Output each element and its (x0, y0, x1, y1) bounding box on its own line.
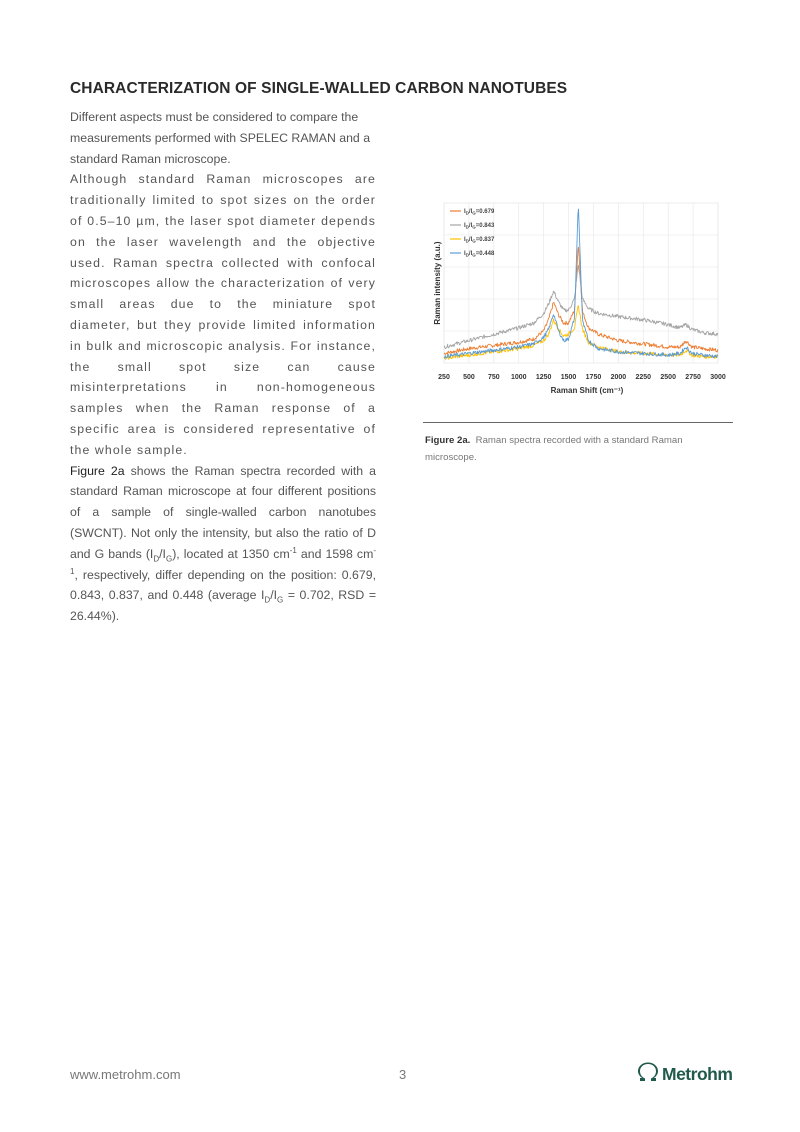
text-run: /I (270, 588, 278, 603)
x-tick-label: 2750 (685, 374, 701, 381)
superscript-minus-one: -1 (70, 545, 376, 576)
section-title: CHARACTERIZATION OF SINGLE-WALLED CARBON NANOTUBES (70, 80, 568, 97)
chart-svg (428, 197, 732, 401)
subscript-g: G (277, 595, 284, 605)
x-tick-label: 1250 (535, 374, 552, 381)
x-axis-label: Raman Shift (cm⁻¹) (550, 386, 624, 395)
text-run: , respectively, differ depending on the position: 0.679, 0.843, 0.837, and 0.448 (average I (70, 567, 376, 603)
paragraph-spot-size: Although standard Raman microscopes are traditionally limited to spot sizes on the order of 0.5–10 µm, the laser spot diameter depends on the laser wavelength and the objective used. Raman spectra collected with confocal microscopes allow the characterization of very small areas due to the miniature spot diameter, but they provide limited information in bulk and microscopic analysis. For instance, the small spot size can cause misinterpretations in non-homogeneous samples when the Raman response of a specific area is considered representative of the whole sample. (70, 172, 376, 457)
logo-wordmark: Metrohm (662, 1064, 733, 1084)
x-tick-label: 750 (487, 374, 500, 381)
text-run: and 1598 cm (296, 546, 374, 561)
caption-text: Raman spectra recorded with a standard Raman microscope. (425, 435, 683, 463)
text-run: /I (159, 546, 166, 561)
text-run: = 0.702, RSD = 26.44%). (70, 588, 377, 624)
metrohm-logo (637, 1062, 732, 1087)
subscript-g: G (165, 554, 173, 564)
paragraph-figure-ref (70, 461, 376, 627)
footer-url[interactable]: www.metrohm.com (70, 1067, 181, 1082)
x-tick-label: 1750 (585, 374, 602, 381)
omega-icon (637, 1062, 659, 1087)
legend-label: $I_D/I_G=0.679$ (464, 209, 495, 216)
x-tick-label: 2000 (610, 374, 627, 381)
x-tick-label: 2250 (635, 374, 652, 381)
y-axis-label: Raman intensity (a.u.) (433, 241, 442, 325)
body-column (70, 107, 376, 627)
subscript-d: D (153, 554, 160, 564)
text-run: shows the Raman spectra recorded with a standard Raman microscope at four different positions of a sample of single-walled carbon nanotubes (SWCNT). Not only the intensity, but also the ratio of D and G bands (I (70, 463, 376, 561)
x-tick-label: 250 (438, 374, 450, 381)
x-tick-label: 500 (463, 374, 475, 381)
x-tick-label: 1000 (510, 374, 527, 381)
x-tick-label: 2500 (660, 374, 676, 381)
superscript-minus-one: -1 (289, 545, 297, 555)
text-run: ), located at 1350 cm (172, 546, 290, 561)
paragraph-intro: Different aspects must be considered to compare the measurements performed with SPELEC RAMAN and a standard Raman microscope. (70, 110, 371, 166)
caption-label: Figure 2a. (425, 435, 471, 446)
legend-label: $I_D/I_G=0.843$ (464, 223, 495, 230)
x-tick-label: 1500 (560, 374, 577, 381)
figure-caption (425, 432, 730, 466)
legend-label: $I_D/I_G=0.448$ (464, 251, 495, 258)
legend-label: $I_D/I_G=0.837$ (464, 237, 495, 244)
caption-divider (423, 422, 733, 423)
subscript-d: D (264, 595, 271, 605)
page-number: 3 (399, 1067, 407, 1082)
x-tick-label: 3000 (710, 374, 726, 381)
raman-spectra-chart (428, 197, 732, 401)
figure-2a-link[interactable]: Figure 2a (70, 463, 125, 478)
